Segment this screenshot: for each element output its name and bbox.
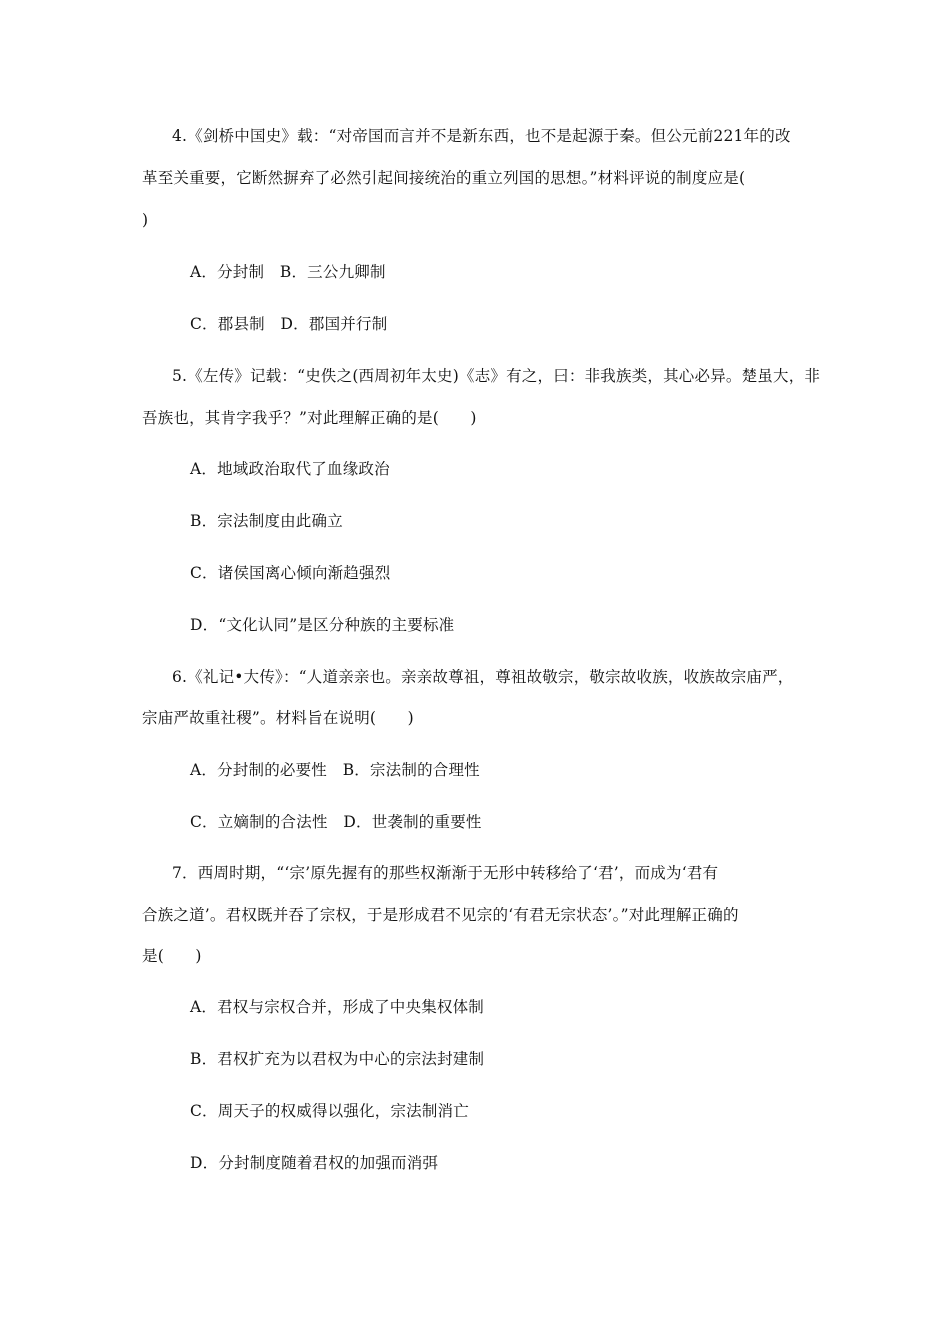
question-6-stem-line-2: 宗庙严故重社稷”。材料旨在说明( ) [142, 709, 414, 727]
question-7-stem-line-2: 合族之道’。君权既并吞了宗权，于是形成君不见宗的‘有君无宗状态’。”对此理解正确的 [142, 906, 739, 924]
question-7-stem-line-1: 7．西周时期，“‘宗’原先握有的那些权渐渐于无形中转移给了‘君’，而成为‘君有 [172, 864, 719, 882]
question-4-stem-line-3: ) [142, 211, 149, 229]
question-4-option-cd: C．郡县制 D．郡国并行制 [190, 315, 388, 333]
question-5-option-d: D．“文化认同”是区分种族的主要标准 [190, 616, 455, 634]
question-7-option-b: B．君权扩充为以君权为中心的宗法封建制 [190, 1050, 485, 1068]
question-5-stem-line-1: 5.《左传》记载：“史佚之(西周初年太史)《志》有之，曰：非我族类，其心必异。楚虽大，非 [172, 367, 821, 385]
question-5-option-b: B．宗法制度由此确立 [190, 512, 343, 530]
question-7-option-a: A．君权与宗权合并，形成了中央集权体制 [190, 998, 484, 1016]
question-5-option-a: A．地域政治取代了血缘政治 [190, 460, 390, 478]
question-7-option-d: D．分封制度随着君权的加强而消弭 [190, 1154, 439, 1172]
question-6-option-ab: A．分封制的必要性 B．宗法制的合理性 [190, 761, 480, 779]
question-4-option-ab: A．分封制 B．三公九卿制 [190, 263, 386, 281]
question-7-stem-line-3: 是( ) [142, 947, 202, 965]
question-7-option-c: C．周天子的权威得以强化，宗法制消亡 [190, 1102, 469, 1120]
question-6-stem-line-1: 6.《礼记•大传》：“人道亲亲也。亲亲故尊祖，尊祖故敬宗，敬宗故收族，收族故宗庙严， [172, 668, 794, 686]
question-4-stem-line-1: 4.《剑桥中国史》载：“对帝国而言并不是新东西，也不是起源于秦。但公元前221年的改 [172, 127, 791, 145]
question-4-stem-line-2: 革至关重要，它断然摒弃了必然引起间接统治的重立列国的思想。”材料评说的制度应是( [142, 169, 746, 187]
question-6-option-cd: C．立嫡制的合法性 D．世袭制的重要性 [190, 813, 482, 831]
question-5-option-c: C．诸侯国离心倾向渐趋强烈 [190, 564, 391, 582]
question-5-stem-line-2: 吾族也，其肯字我乎？”对此理解正确的是( ) [142, 409, 477, 427]
